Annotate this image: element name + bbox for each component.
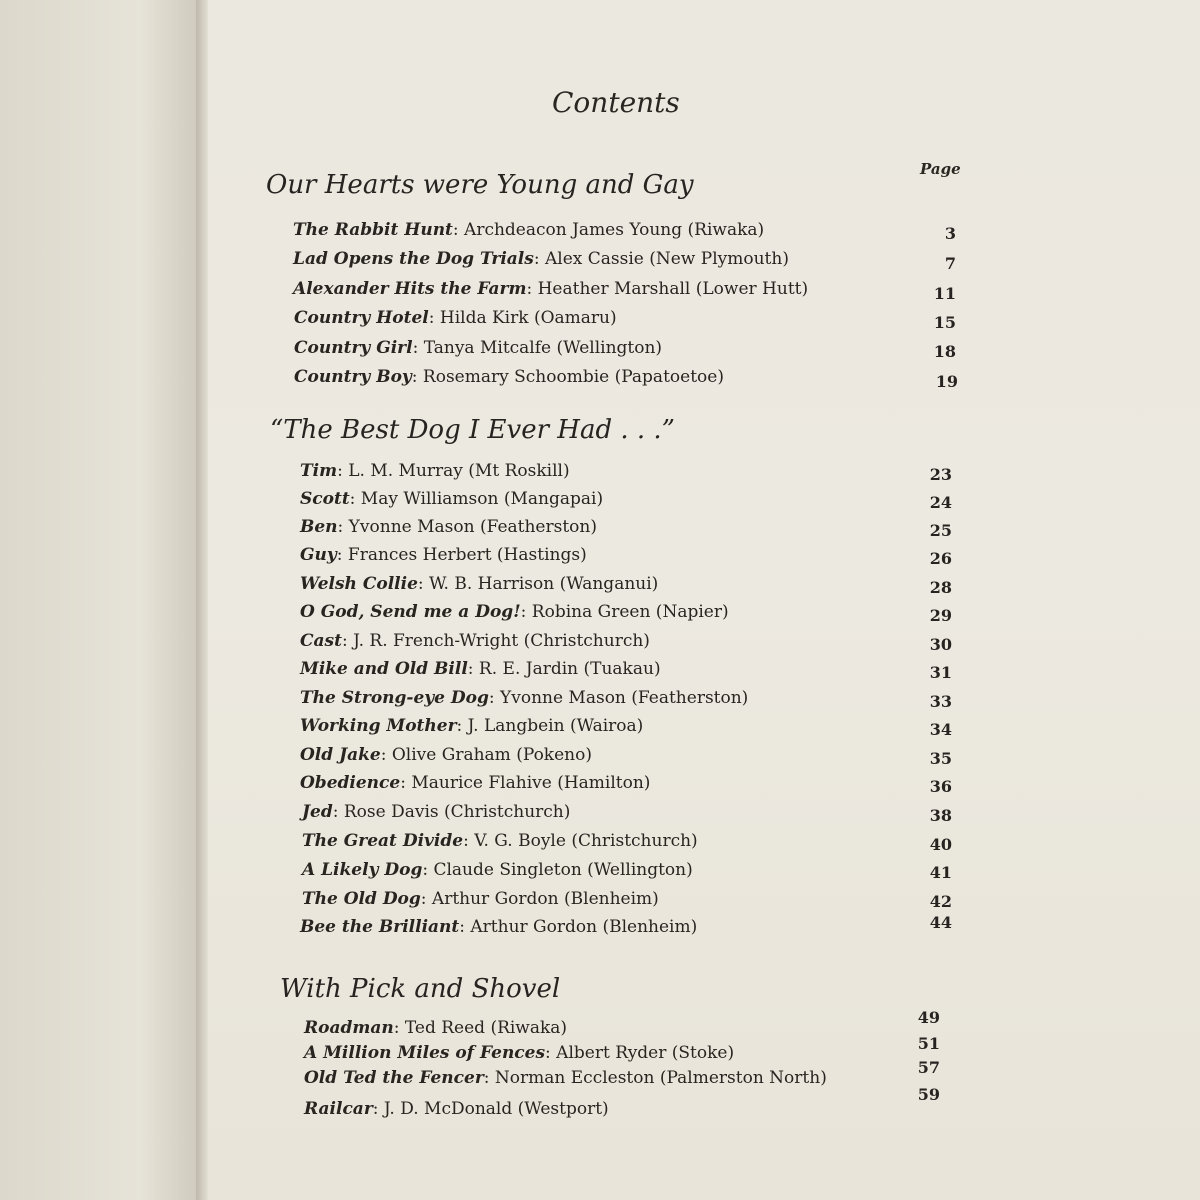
entry-author: : Tanya Mitcalfe (Wellington) bbox=[412, 338, 663, 358]
entry-author: : J. R. French-Wright (Christchurch) bbox=[341, 631, 650, 651]
entry-title: Alexander Hits the Farm bbox=[293, 279, 527, 299]
entry-author: : W. B. Harrison (Wanganui) bbox=[417, 574, 659, 594]
page-number: 51 bbox=[917, 1034, 940, 1053]
entry-author: : May Williamson (Mangapai) bbox=[349, 489, 604, 509]
entry-title: Railcar bbox=[304, 1099, 373, 1119]
toc-entry bbox=[300, 545, 587, 565]
page-number: 7 bbox=[944, 254, 956, 273]
entry-title: O God, Send me a Dog! bbox=[300, 602, 521, 622]
toc-entry bbox=[294, 338, 662, 358]
toc-entry bbox=[300, 688, 748, 708]
page-number: 59 bbox=[917, 1085, 940, 1104]
page-number: 38 bbox=[929, 806, 952, 825]
toc-entry bbox=[300, 745, 592, 765]
entry-title: Obedience bbox=[300, 773, 401, 793]
toc-entry bbox=[300, 517, 597, 537]
entry-author: : Hilda Kirk (Oamaru) bbox=[428, 308, 617, 328]
toc-entry bbox=[302, 889, 659, 909]
page-number: 25 bbox=[929, 521, 952, 540]
entry-author: : Rosemary Schoombie (Papatoetoe) bbox=[411, 367, 724, 387]
page-number: 41 bbox=[929, 863, 952, 882]
page-number: 31 bbox=[929, 663, 952, 682]
entry-title: The Strong-eye Dog bbox=[300, 688, 489, 708]
entry-title: Cast bbox=[300, 631, 342, 651]
entry-author: : Archdeacon James Young (Riwaka) bbox=[452, 220, 765, 240]
page-number: 18 bbox=[933, 342, 956, 361]
toc-entry bbox=[294, 308, 617, 328]
page-number: 35 bbox=[929, 749, 952, 768]
entry-title: Old Ted the Fencer bbox=[304, 1068, 484, 1088]
entry-title: Ben bbox=[300, 517, 338, 537]
left-page bbox=[0, 0, 200, 1200]
entry-title: Old Jake bbox=[300, 745, 381, 765]
toc-entry bbox=[304, 1018, 567, 1038]
entry-title: Tim bbox=[300, 461, 338, 481]
entry-author: : Yvonne Mason (Featherston) bbox=[488, 688, 749, 708]
page-number: 29 bbox=[929, 606, 952, 625]
toc-entry bbox=[302, 831, 698, 851]
contents-page bbox=[208, 0, 1200, 1200]
entry-author: : Alex Cassie (New Plymouth) bbox=[533, 249, 789, 269]
toc-entry bbox=[300, 489, 603, 509]
page-number: 19 bbox=[935, 372, 958, 391]
entry-title: Roadman bbox=[304, 1018, 394, 1038]
page-title: Contents bbox=[552, 86, 680, 119]
entry-author: : Robina Green (Napier) bbox=[520, 602, 729, 622]
page-column-label: Page bbox=[920, 160, 961, 178]
section-heading-3: With Pick and Shovel bbox=[280, 974, 561, 1004]
entry-author: : Rose Davis (Christchurch) bbox=[332, 802, 571, 822]
toc-entry bbox=[300, 917, 697, 937]
toc-entry bbox=[300, 631, 650, 651]
page-number: 33 bbox=[929, 692, 952, 711]
page-number: 24 bbox=[929, 493, 952, 512]
section-heading-1: Our Hearts were Young and Gay bbox=[266, 170, 694, 200]
page-number: 49 bbox=[917, 1008, 940, 1027]
entry-title: Welsh Collie bbox=[300, 574, 418, 594]
page-number: 44 bbox=[929, 913, 952, 932]
entry-author: : Arthur Gordon (Blenheim) bbox=[459, 917, 698, 937]
entry-author: : V. G. Boyle (Christchurch) bbox=[463, 831, 698, 851]
toc-entry bbox=[300, 716, 643, 736]
entry-author: : Frances Herbert (Hastings) bbox=[336, 545, 587, 565]
entry-author: : Albert Ryder (Stoke) bbox=[545, 1043, 735, 1063]
entry-author: : Yvonne Mason (Featherston) bbox=[337, 517, 597, 537]
toc-entry bbox=[293, 279, 808, 299]
page-number: 42 bbox=[929, 892, 952, 911]
entry-title: The Great Divide bbox=[302, 831, 464, 851]
toc-entry bbox=[304, 1099, 609, 1119]
page-number: 23 bbox=[929, 465, 952, 484]
entry-author: : Norman Eccleston (Palmerston North) bbox=[483, 1068, 827, 1088]
entry-author: : Heather Marshall (Lower Hutt) bbox=[526, 279, 809, 299]
toc-entry bbox=[293, 249, 789, 269]
entry-title: The Rabbit Hunt bbox=[293, 220, 453, 240]
page-number: 11 bbox=[933, 284, 956, 303]
toc-entry bbox=[304, 1068, 827, 1088]
entry-author: : Claude Singleton (Wellington) bbox=[422, 860, 693, 880]
toc-entry bbox=[302, 860, 693, 880]
page-number: 30 bbox=[929, 635, 952, 654]
entry-title: Bee the Brilliant bbox=[300, 917, 460, 937]
entry-author: : Maurice Flahive (Hamilton) bbox=[400, 773, 651, 793]
entry-title: Guy bbox=[300, 545, 337, 565]
page-number: 28 bbox=[929, 578, 952, 597]
toc-entry bbox=[300, 659, 661, 679]
entry-title: Working Mother bbox=[300, 716, 457, 736]
entry-author: : Ted Reed (Riwaka) bbox=[393, 1018, 568, 1038]
entry-title: A Million Miles of Fences bbox=[304, 1043, 546, 1063]
page-number: 57 bbox=[917, 1058, 940, 1077]
toc-entry bbox=[300, 602, 729, 622]
page-number: 3 bbox=[944, 224, 956, 243]
entry-title: Country Hotel bbox=[294, 308, 429, 328]
entry-title: Country Boy bbox=[294, 367, 412, 387]
toc-entry bbox=[300, 461, 570, 481]
entry-author: : J. Langbein (Wairoa) bbox=[456, 716, 644, 736]
toc-entry bbox=[300, 574, 658, 594]
entry-title: The Old Dog bbox=[302, 889, 421, 909]
section-heading-2: “The Best Dog I Ever Had . . .” bbox=[270, 415, 675, 445]
entry-author: : R. E. Jardin (Tuakau) bbox=[467, 659, 661, 679]
toc-entry bbox=[294, 367, 724, 387]
entry-title: Mike and Old Bill bbox=[300, 659, 468, 679]
toc-entry bbox=[293, 220, 764, 240]
toc-entry bbox=[304, 1043, 734, 1063]
entry-author: : J. D. McDonald (Westport) bbox=[372, 1099, 609, 1119]
entry-title: Jed bbox=[302, 802, 333, 822]
entry-author: : Olive Graham (Pokeno) bbox=[380, 745, 592, 765]
page-number: 26 bbox=[929, 549, 952, 568]
entry-author: : Arthur Gordon (Blenheim) bbox=[420, 889, 659, 909]
toc-entry bbox=[302, 802, 570, 822]
entry-title: Scott bbox=[300, 489, 350, 509]
page-number: 34 bbox=[929, 720, 952, 739]
toc-entry bbox=[300, 773, 650, 793]
page-number: 15 bbox=[933, 313, 956, 332]
entry-title: Country Girl bbox=[294, 338, 413, 358]
entry-title: A Likely Dog bbox=[302, 860, 423, 880]
page-number: 36 bbox=[929, 777, 952, 796]
entry-author: : L. M. Murray (Mt Roskill) bbox=[337, 461, 570, 481]
page-number: 40 bbox=[929, 835, 952, 854]
entry-title: Lad Opens the Dog Trials bbox=[293, 249, 534, 269]
